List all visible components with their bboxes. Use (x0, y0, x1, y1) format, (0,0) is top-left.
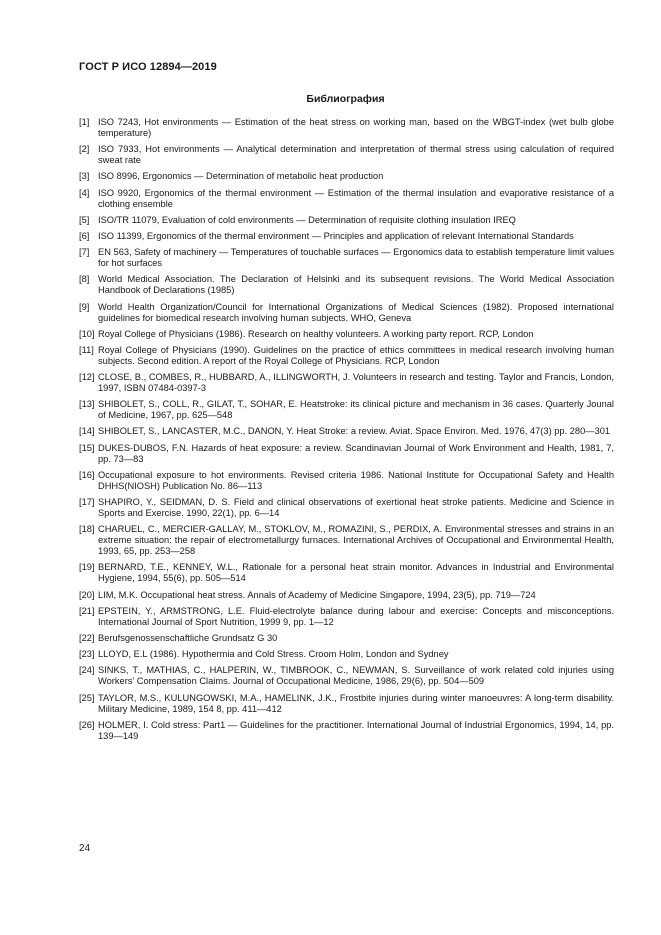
reference-text: EPSTEIN, Y., ARMSTRONG, L.E. Fluid-electrolyte balance during labour and exercise: Concepts and misconceptions. International Journal of Sport Nutrition, 1999 9, pp. 1—12 (98, 605, 614, 627)
bibliography-title: Библиография (306, 93, 385, 105)
reference-text: BERNARD, T.E., KENNEY, W.L., Rationale for a personal heat strain monitor. Advances in Industrial and Environmental Hygiene, 1994, 55(6), pp. 505—514 (98, 562, 614, 584)
reference-number: [8] (79, 274, 90, 285)
reference-item (79, 443, 614, 465)
page-number: 24 (79, 843, 91, 854)
reference-text: LIM, M.K. Occupational heat stress. Annals of Academy of Medicine Singapore, 1994, 23(5), pp. 719—724 (98, 589, 536, 600)
reference-text: EN 563, Safety of machinery — Temperatures of touchable surfaces — Ergonomics data to establish temperature limit values for hot surfaces (98, 247, 614, 269)
reference-item (79, 470, 614, 492)
reference-number: [25] (79, 692, 95, 703)
reference-item (79, 497, 614, 519)
reference-text: Berufsgenossenschaftliche Grundsatz G 30 (98, 632, 278, 643)
reference-item (79, 345, 614, 367)
reference-item (79, 590, 614, 601)
reference-item (79, 231, 614, 242)
reference-text: ISO 9920, Ergonomics of the thermal environment — Estimation of the thermal insulation and evaporative resistance of a clothing ensemble (98, 187, 614, 209)
reference-item (79, 524, 614, 557)
reference-number: [24] (79, 665, 95, 676)
reference-list (79, 117, 614, 747)
reference-text: ISO 8996, Ergonomics — Determination of metabolic heat production (98, 171, 384, 182)
reference-text: ISO/TR 11079, Evaluation of cold environments — Determination of requisite clothing insulation IREQ (98, 214, 516, 225)
reference-item (79, 144, 614, 166)
reference-item (79, 274, 614, 296)
reference-text: SHIBOLET, S., LANCASTER, M.C., DANON, Y. Heat Stroke: a review. Aviat. Space Environ. Med. 1976, 47(3) pp. 280—301 (98, 426, 611, 437)
reference-text: DUKES-DUBOS, F.N. Hazards of heat exposure: a review. Scandinavian Journal of Work Environment and Health, 1981, 7, pp. 73—83 (98, 442, 614, 464)
reference-item (79, 649, 614, 660)
reference-number: [5] (79, 214, 90, 225)
reference-number: [18] (79, 524, 95, 535)
reference-item (79, 562, 614, 584)
reference-number: [1] (79, 117, 90, 127)
reference-item (79, 302, 614, 324)
reference-number: [6] (79, 230, 90, 241)
reference-text: ISO 7933, Hot environments — Analytical determination and interpretation of thermal stress using calculation of required sweat rate (98, 144, 614, 166)
standard-header: ГОСТ Р ИСО 12894—2019 (79, 61, 217, 73)
reference-number: [26] (79, 719, 95, 730)
reference-item (79, 693, 614, 715)
reference-item (79, 329, 614, 340)
reference-text: ISO 11399, Ergonomics of the thermal environment — Principles and application of relevant International Standards (98, 230, 574, 241)
reference-number: [7] (79, 247, 90, 258)
reference-item (79, 372, 614, 394)
reference-text: CHARUEL, C., MERCIER-GALLAY, M., STOKLOV, M., ROMAZINI, S., PERDIX, A. Environmental stresses and strains in an extreme situation: the repair of electrometallurgy furnaces. International Archives of Occupational and Environmental Health, 1993, 65, pp. 253—258 (98, 524, 614, 557)
reference-text: HOLMER, I. Cold stress: Part1 — Guidelines for the practitioner. International Journal of Industrial Ergonomics, 1994, 14, pp. 139—149 (98, 719, 614, 741)
reference-number: [11] (79, 344, 94, 355)
reference-number: [21] (79, 605, 95, 616)
reference-text: LLOYD, E.L (1986). Hypothermia and Cold Stress. Croom Holm, London and Sydney (98, 649, 449, 660)
reference-text: CLOSE, B., COMBES, R., HUBBARD, A., ILLINGWORTH, J. Volunteers in research and testing. Taylor and Francis, London, 1997, ISBN 07484-0397-3 (98, 372, 614, 394)
reference-number: [3] (79, 171, 90, 182)
reference-text: Occupational exposure to hot environments. Revised criteria 1986. National Institute for Occupational Safety and Health DHHS(NIOSH) Publication No. 86—113 (98, 469, 614, 491)
reference-number: [10] (79, 328, 95, 339)
reference-text: TAYLOR, M.S., KULUNGOWSKI, M.A., HAMELINK, J.K., Frostbite injuries during winter manoeuvres: A long-term disability. Military Medicine, 1989, 154 8, pp. 411—412 (98, 692, 614, 714)
reference-number: [13] (79, 399, 95, 410)
reference-text: ISO 7243, Hot environments — Estimation of the heat stress on working man, based on the WBGT-index (wet bulb globe temperature) (98, 117, 614, 138)
reference-text: World Medical Association. The Declaration of Helsinki and its subsequent revisions. The World Medical Association Handbook of Declarations (1985) (98, 274, 614, 296)
reference-item (79, 720, 614, 742)
reference-item (79, 665, 614, 687)
reference-text: SINKS, T., MATHIAS, C., HALPERIN, W., TIMBROOK, C., NEWMAN, S. Surveillance of work related cold injuries using Workers' Compensation Claims. Journal of Occupational Medicine, 1986, 29(6), pp. 504—509 (98, 665, 614, 687)
reference-number: [20] (79, 589, 95, 600)
reference-number: [4] (79, 187, 90, 198)
reference-item (79, 188, 614, 210)
reference-number: [2] (79, 144, 90, 155)
reference-text: Royal College of Physicians (1986). Research on healthy volunteers. A working party report. RCP, London (98, 328, 534, 339)
reference-number: [16] (79, 469, 95, 480)
reference-number: [14] (79, 426, 95, 437)
reference-item (79, 117, 614, 139)
reference-number: [22] (79, 632, 95, 643)
reference-number: [17] (79, 497, 95, 507)
reference-item (79, 247, 614, 269)
reference-text: SHAPIRO, Y., SEIDMAN, D. S. Field and clinical observations of exertional heat stroke patients. Medicine and Science in Sports and Exercise. 1990, 22(1), pp. 6—14 (98, 497, 614, 518)
reference-number: [15] (79, 442, 95, 453)
reference-number: [23] (79, 649, 95, 660)
reference-item (79, 215, 614, 226)
reference-item (79, 171, 614, 182)
reference-number: [12] (79, 372, 95, 383)
reference-number: [9] (79, 301, 90, 312)
reference-item (79, 633, 614, 644)
reference-item (79, 399, 614, 421)
reference-item (79, 606, 614, 628)
reference-text: SHIBOLET, S., COLL, R., GILAT, T., SOHAR, E. Heatstroke: its clinical picture and mechanism in 36 cases. Quarterly Jounal of Medicine, 1967, pp. 625—548 (98, 399, 614, 421)
reference-text: Royal College of Physicians (1990). Guidelines on the practice of ethics committees in medical research involving human subjects. Second edition. A report of the Royal College of Physicians. RCP, London (98, 344, 614, 366)
reference-number: [19] (79, 562, 95, 573)
reference-text: World Health Organization/Council for International Organizations of Medical Sciences (1982). Proposed international guidelines for biomedical research involving human subjects. WHO, Geneva (98, 301, 614, 323)
reference-item (79, 426, 614, 437)
